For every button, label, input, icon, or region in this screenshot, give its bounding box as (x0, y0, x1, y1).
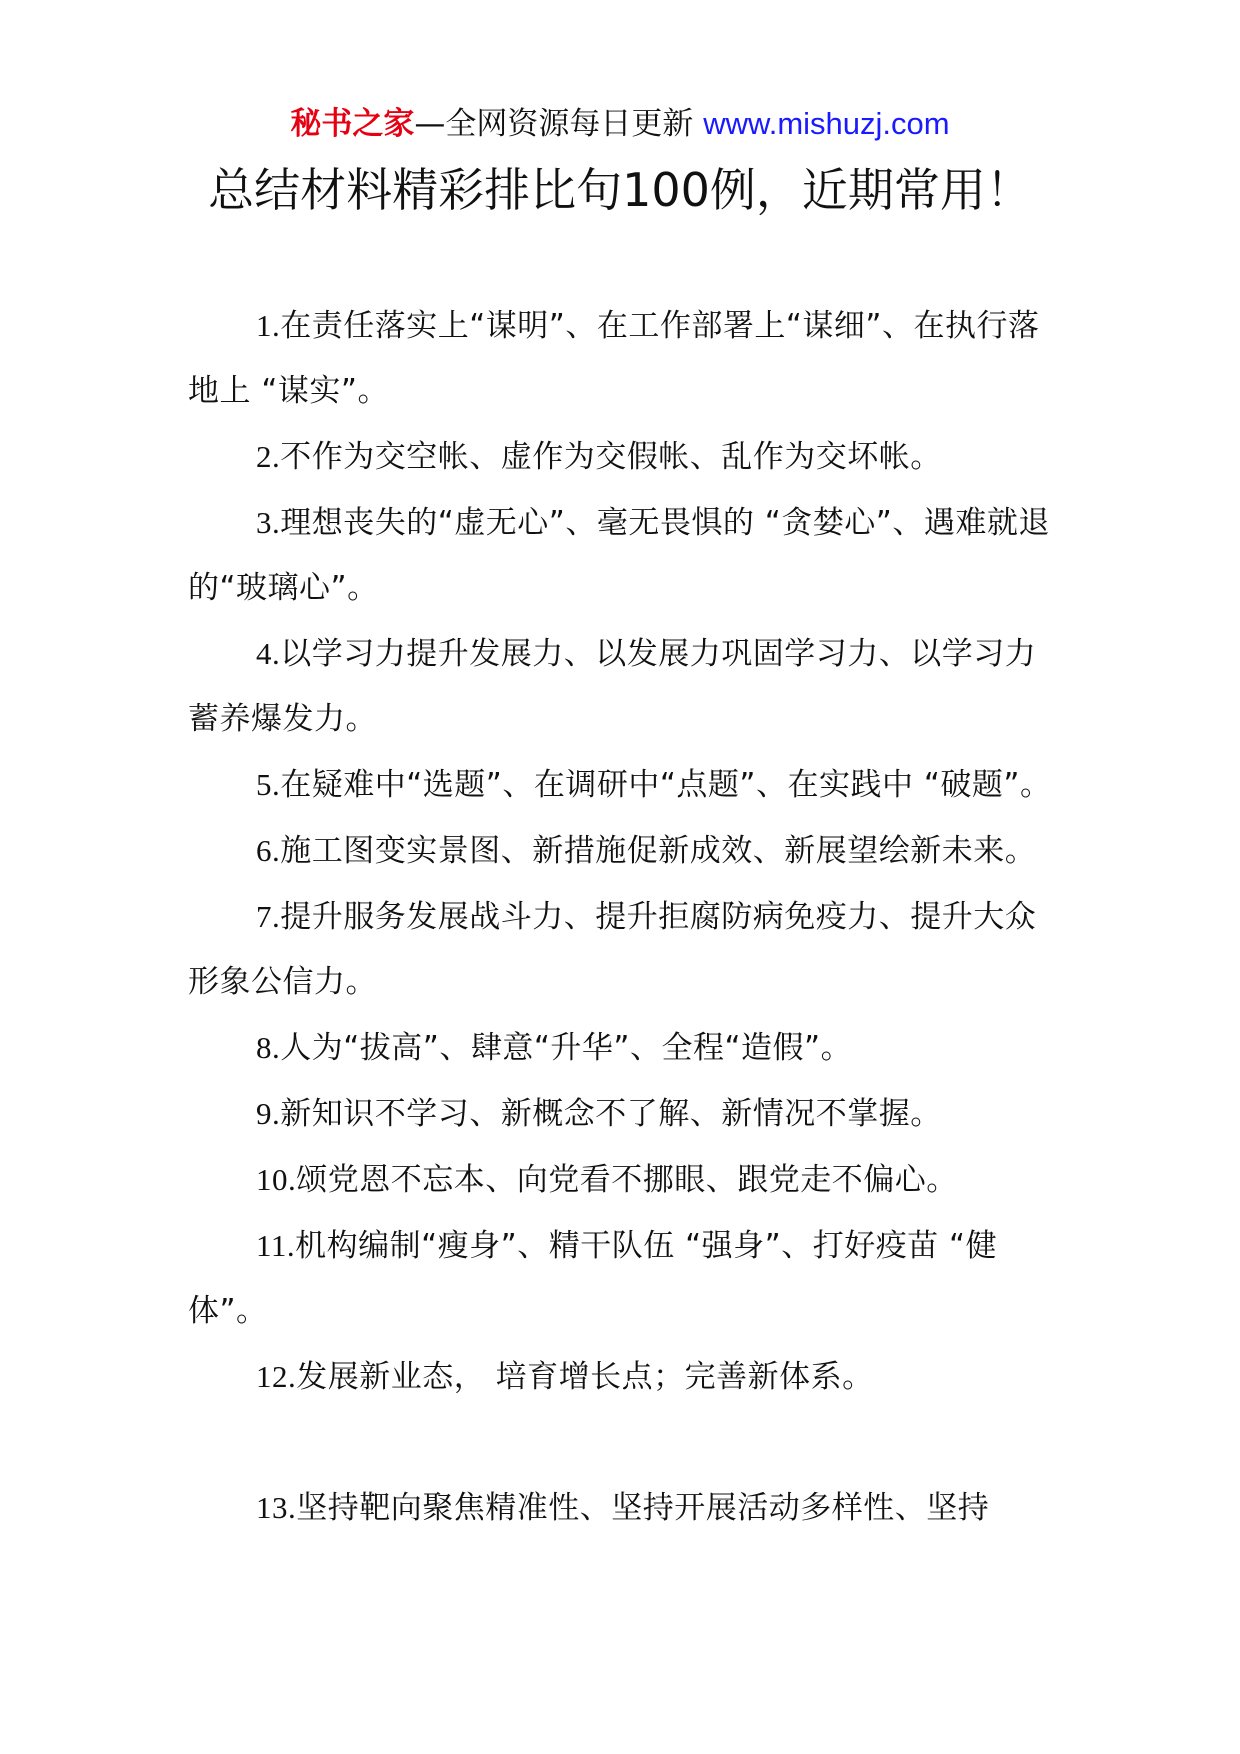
item-text: 发展新业态， 培育增长点；完善新体系。 (296, 1359, 874, 1395)
list-item (188, 490, 1060, 621)
item-number: 8. (256, 1030, 281, 1065)
brand-name: 秘书之家 (290, 106, 415, 142)
item-number: 6. (256, 833, 281, 868)
item-number: 4. (256, 636, 281, 671)
item-number: 5. (256, 767, 281, 802)
item-text: 提升服务发展战斗力、提升拒腐防病免疫力、提升大众形象公信力。 (188, 899, 1037, 1000)
site-link[interactable]: www.mishuzj.com (703, 106, 950, 141)
item-text: 不作为交空帐、虚作为交假帐、乱作为交坏帐。 (280, 439, 942, 475)
list-item (188, 1147, 1060, 1213)
page-title: 总结材料精彩排比句100例，近期常用！ (208, 163, 1032, 217)
item-text: 坚持靶向聚焦精准性、坚持开展活动多样性、坚持 (296, 1490, 990, 1526)
item-text: 颂党恩不忘本、向党看不挪眼、跟党走不偏心。 (296, 1162, 958, 1198)
document-body (188, 293, 1060, 1541)
item-number: 9. (256, 1096, 281, 1131)
item-text: 人为“拔高”、肆意“升华”、全程“造假”。 (280, 1030, 853, 1066)
list-item (188, 424, 1060, 490)
item-number: 13. (256, 1490, 297, 1525)
list-item (188, 1015, 1060, 1081)
list-item (188, 1081, 1060, 1147)
list-item (188, 621, 1060, 752)
item-number: 3. (256, 505, 281, 540)
item-text: 在疑难中“选题”、在调研中“点题”、在实践中 “破题”。 (280, 767, 1052, 803)
item-text: 施工图变实景图、新措施促新成效、新展望绘新未来。 (280, 833, 1037, 869)
item-number: 12. (256, 1359, 297, 1394)
item-number: 7. (256, 899, 281, 934)
item-text: 理想丧失的“虚无心”、毫无畏惧的 “贪婪心”、遇难就退的“玻璃心”。 (188, 505, 1050, 606)
header-tagline: —全网资源每日更新 (414, 106, 694, 142)
item-text: 机构编制“瘦身”、精干队伍 “强身”、打好疫苗 “健体”。 (188, 1228, 998, 1329)
list-item (188, 1344, 1060, 1410)
site-header (0, 104, 1240, 144)
list-item (188, 1213, 1060, 1344)
blank-line (188, 1410, 1060, 1475)
list-item (188, 752, 1060, 818)
list-item (188, 293, 1060, 424)
item-number: 10. (256, 1162, 297, 1197)
item-text: 新知识不学习、新概念不了解、新情况不掌握。 (280, 1096, 942, 1132)
item-text: 以学习力提升发展力、以发展力巩固学习力、以学习力蓄养爆发力。 (188, 636, 1037, 737)
item-number: 1. (256, 308, 281, 343)
list-item (188, 884, 1060, 1015)
item-number: 2. (256, 439, 281, 474)
list-item (188, 1475, 1060, 1541)
list-item (188, 818, 1060, 884)
item-number: 11. (256, 1228, 296, 1263)
item-text: 在责任落实上“谋明”、在工作部署上“谋细”、在执行落地上 “谋实”。 (188, 308, 1040, 409)
